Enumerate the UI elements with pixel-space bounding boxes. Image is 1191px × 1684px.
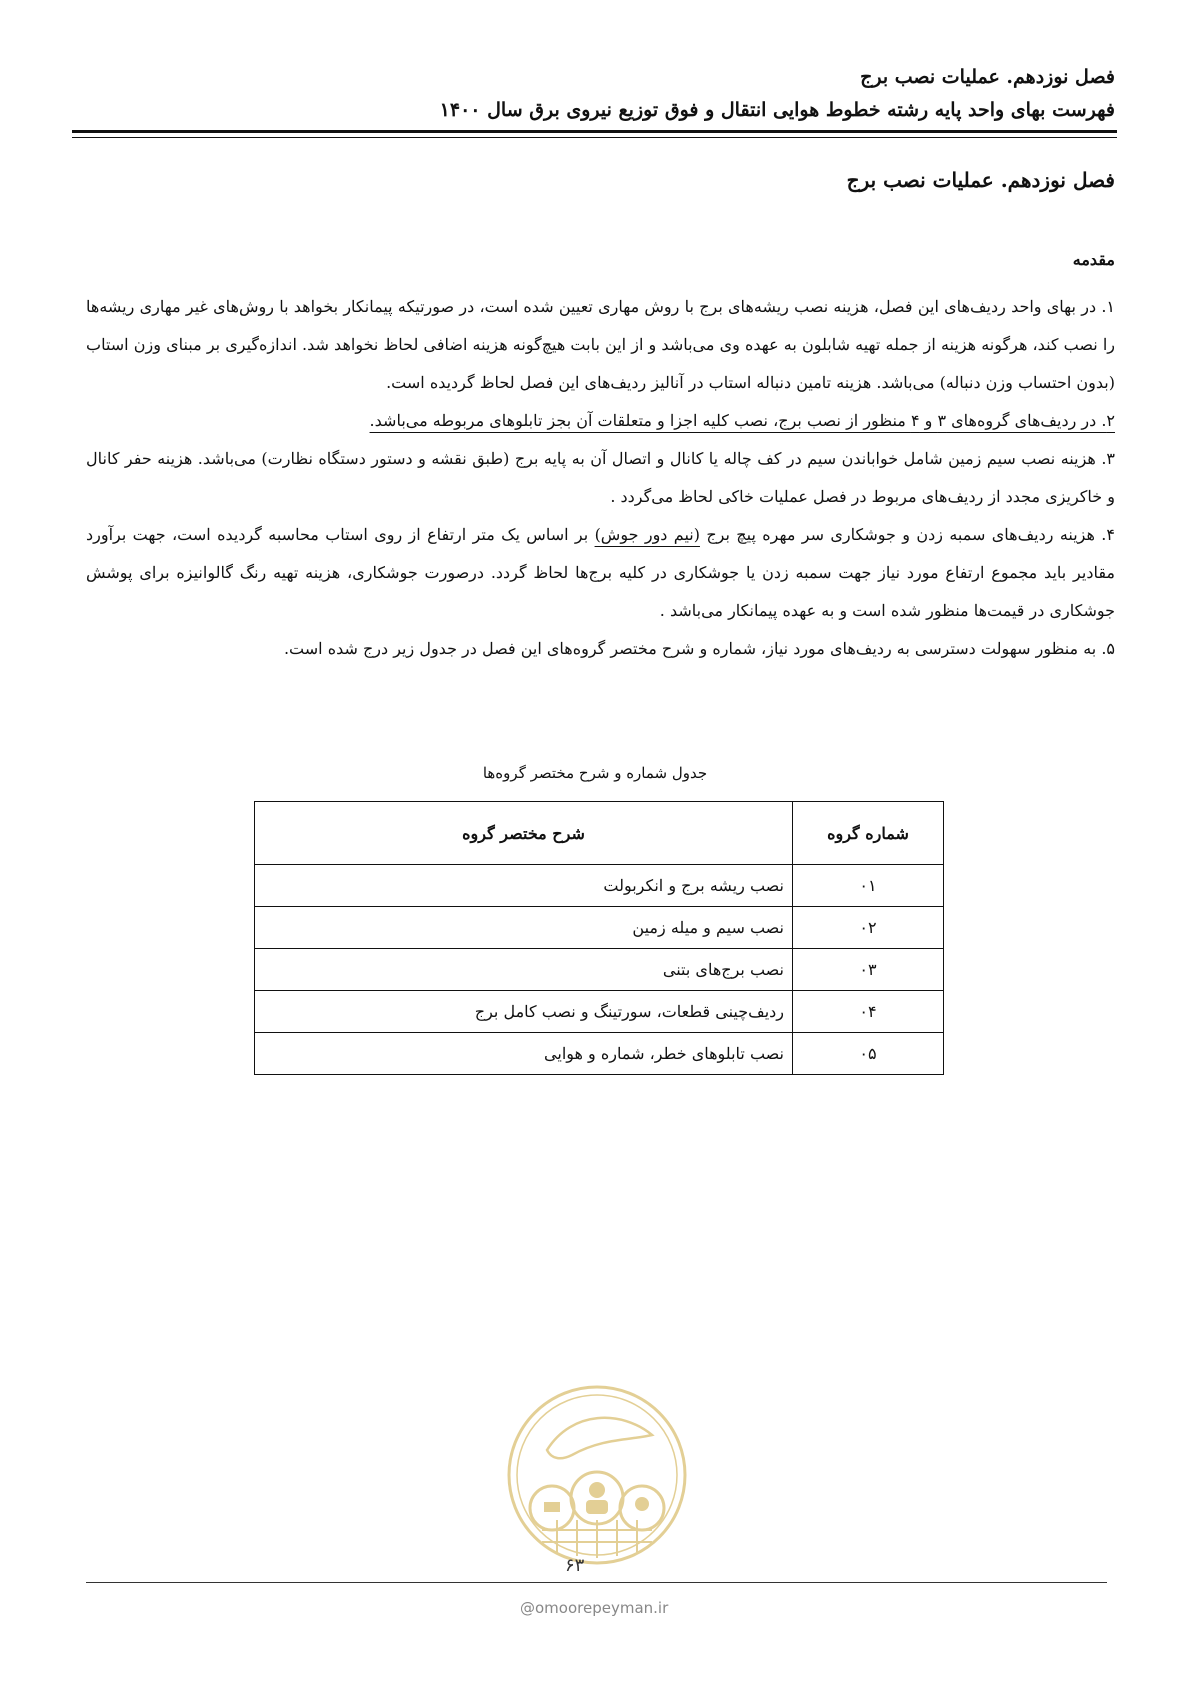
group-description-cell: نصب ریشه برج و انکربولت	[255, 865, 793, 907]
header-rule-thin	[72, 137, 1117, 138]
intro-paragraph-3: ۳. هزینه نصب سیم زمین شامل خواباندن سیم در کف چاله یا کانال و اتصال آن به پایه برج (طبق نقشه و دستور دستگاه نظارت) می‌باشد. هزینه حفر کانال و خاکریزی مجدد از ردیف‌های مربوط در فصل عملیات خاکی لحاظ می‌گردد .	[86, 449, 1115, 506]
chapter-title: فصل نوزدهم. عملیات نصب برج	[846, 168, 1115, 192]
column-header-group-description: شرح مختصر گروه	[255, 802, 793, 865]
page-number: ۶۳	[565, 1555, 585, 1576]
table-row	[255, 1033, 944, 1075]
group-number-cell: ۰۴	[793, 991, 944, 1033]
column-header-group-number: شماره گروه	[793, 802, 944, 865]
running-header-book-title: فهرست بهای واحد پایه رشته خطوط هوایی انتقال و فوق توزیع نیروی برق سال ۱۴۰۰	[439, 99, 1115, 121]
intro-heading: مقدمه	[1072, 250, 1115, 269]
table-row	[255, 907, 944, 949]
group-number-cell: ۰۵	[793, 1033, 944, 1075]
intro-paragraph-4-underlined: (نیم دور جوش)	[594, 525, 700, 544]
footer-rule	[86, 1582, 1107, 1583]
intro-paragraph-2-text: ۲. در ردیف‌های گروه‌های ۳ و ۴ منظور از نصب برج، نصب کلیه اجزا و متعلقات آن بجز تابلوهای مربوطه می‌باشد.	[369, 411, 1115, 430]
table-row	[255, 991, 944, 1033]
header-rule-thick	[72, 130, 1117, 133]
groups-table	[254, 801, 944, 1075]
group-number-cell: ۰۲	[793, 907, 944, 949]
watermark-seal-logo	[502, 1380, 692, 1570]
group-description-cell: نصب سیم و میله زمین	[255, 907, 793, 949]
group-description-cell: ردیف‌چینی قطعات، سورتینگ و نصب کامل برج	[255, 991, 793, 1033]
intro-body	[86, 288, 1115, 668]
group-number-cell: ۰۱	[793, 865, 944, 907]
table-header-row	[255, 802, 944, 865]
intro-paragraph-4-end: بر اساس یک متر ارتفاع از روی استاب محاسبه گردیده است، جهت برآورد مقادیر باید مجموع ارتفاع مورد نیاز جهت سمبه زدن یا جوشکاری در کلیه برج‌ها لحاظ گردد. درصورت جوشکاری، هزینه تهیه رنگ گالوانیزه برای پوشش جوشکاری در قیمت‌ها منظور شده است و به عهده پیمانکار می‌باشد .	[86, 525, 1115, 620]
running-header-chapter: فصل نوزدهم. عملیات نصب برج	[860, 66, 1115, 88]
intro-paragraph-4	[86, 516, 1115, 630]
table-row	[255, 865, 944, 907]
table-row	[255, 949, 944, 991]
intro-paragraph-5: ۵. به منظور سهولت دسترسی به ردیف‌های مورد نیاز، شماره و شرح مختصر گروه‌های این فصل در جدول زیر درج شده است.	[283, 639, 1115, 658]
group-number-cell: ۰۳	[793, 949, 944, 991]
intro-paragraph-1: ۱. در بهای واحد ردیف‌های این فصل، هزینه نصب ریشه‌های برج با روش مهاری تعیین شده است، در صورتیکه پیمانکار بخواهد با روش‌های غیر مهاری ریشه‌ها را نصب کند، هرگونه هزینه از جمله تهیه شابلون به عهده وی می‌باشد و از این بابت هیچ‌گونه هزینه اضافی لحاظ نخواهد شد. اندازه‌گیری بر مبنای وزن استاب (بدون احتساب وزن دنباله) می‌باشد. هزینه تامین دنباله استاب در آنالیز ردیف‌های این فصل لحاظ گردیده است.	[86, 297, 1116, 392]
intro-paragraph-4-start: ۴. هزینه ردیف‌های سمبه زدن و جوشکاری سر مهره پیچ برج	[699, 525, 1115, 544]
table-caption: جدول شماره و شرح مختصر گروه‌ها	[482, 764, 708, 782]
intro-paragraph-2	[86, 402, 1115, 440]
group-description-cell: نصب تابلوهای خطر، شماره و هوایی	[255, 1033, 793, 1075]
footer-website: @omoorepeyman.ir	[520, 1599, 669, 1617]
group-description-cell: نصب برج‌های بتنی	[255, 949, 793, 991]
